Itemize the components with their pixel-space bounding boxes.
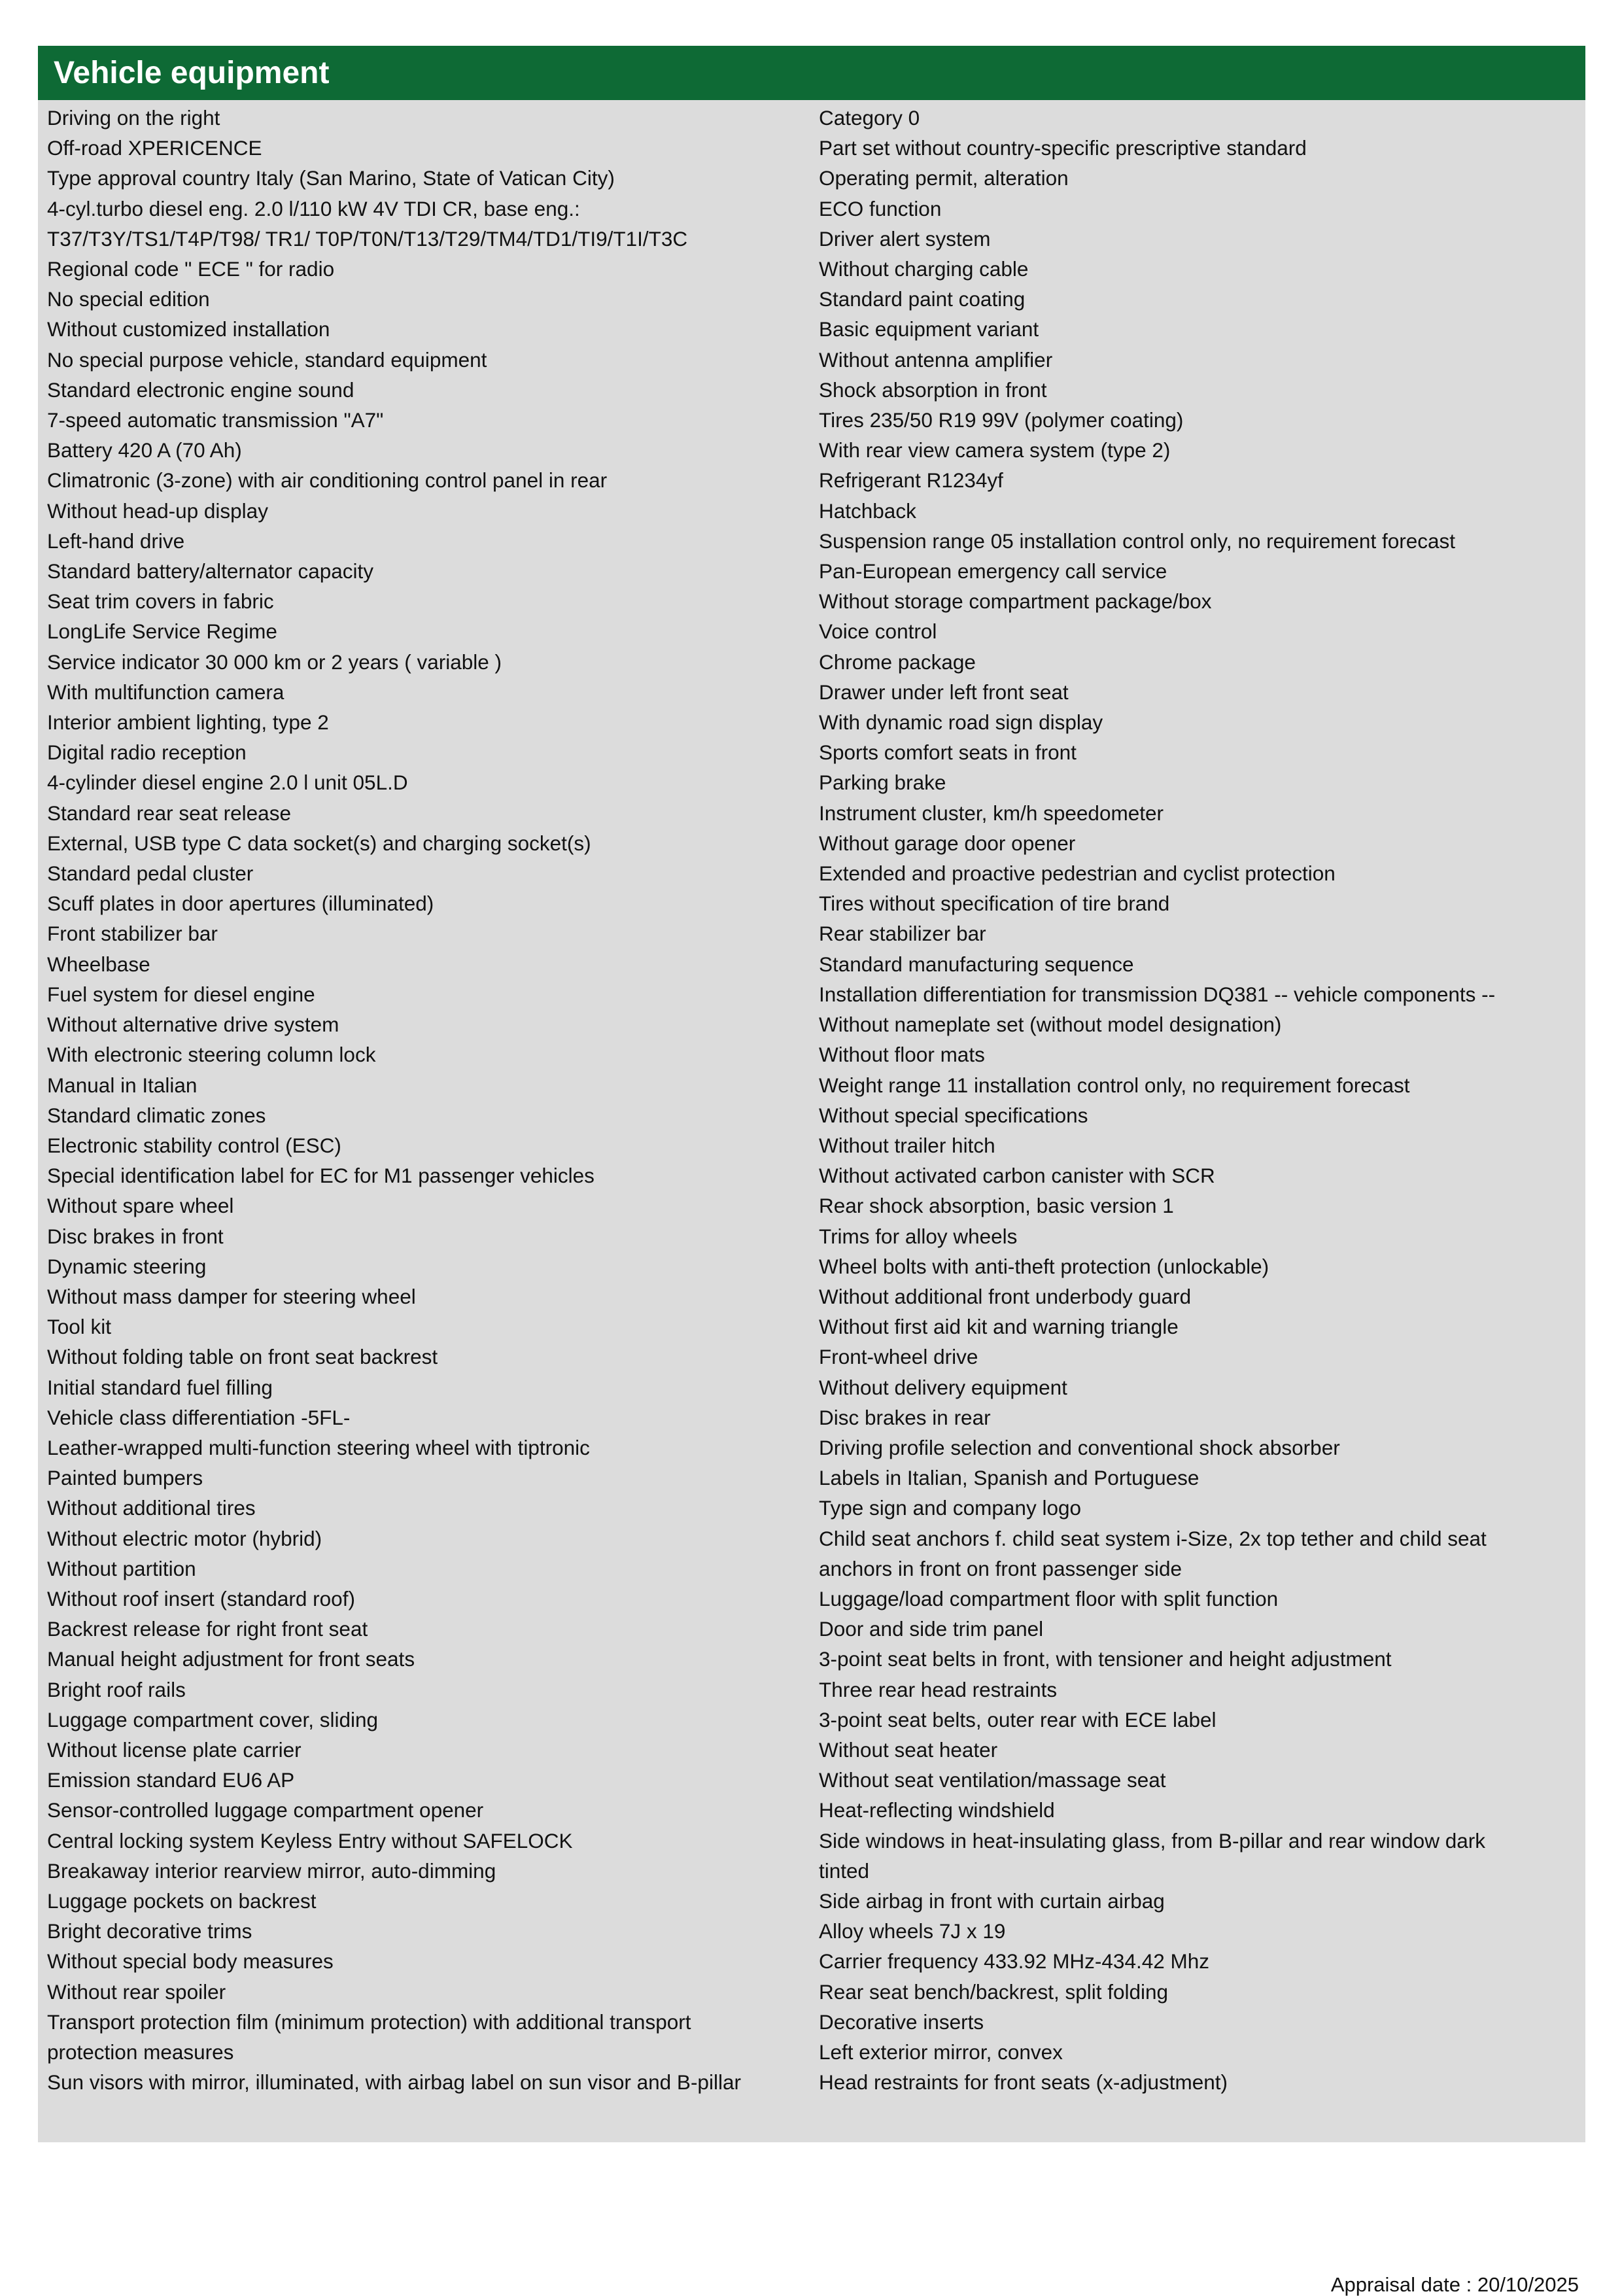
- vehicle-equipment-section: [38, 46, 1585, 2142]
- equipment-item: Without license plate carrier: [47, 1737, 302, 1762]
- equipment-item: Disc brakes in rear: [819, 1405, 991, 1429]
- equipment-item: Without first aid kit and warning triangle: [819, 1315, 1179, 1339]
- equipment-item: With rear view camera system (type 2): [819, 438, 1171, 462]
- equipment-item: Without special specifications: [819, 1103, 1088, 1127]
- equipment-item: Standard rear seat release: [47, 801, 291, 825]
- equipment-item: Weight range 11 installation control only, no requirement forecast: [819, 1073, 1410, 1097]
- equipment-item: External, USB type C data socket(s) and charging socket(s): [47, 831, 591, 855]
- equipment-item: Without trailer hitch: [819, 1133, 995, 1157]
- equipment-item: Installation differentiation for transmission DQ381 -- vehicle components --: [819, 982, 1496, 1006]
- equipment-item: Without partition: [47, 1556, 196, 1580]
- equipment-item: Standard climatic zones: [47, 1103, 266, 1127]
- equipment-item: Standard manufacturing sequence: [819, 952, 1134, 976]
- equipment-item: Head restraints for front seats (x-adjustment): [819, 2070, 1228, 2095]
- equipment-item: With dynamic road sign display: [819, 710, 1103, 735]
- equipment-item: Without delivery equipment: [819, 1375, 1067, 1399]
- equipment-item: Manual height adjustment for front seats: [47, 1647, 415, 1671]
- equipment-item: Chrome package: [819, 650, 976, 674]
- equipment-item: Without garage door opener: [819, 831, 1076, 855]
- equipment-item: Battery 420 A (70 Ah): [47, 438, 242, 462]
- equipment-item: Bright roof rails: [47, 1677, 186, 1701]
- equipment-item: With multifunction camera: [47, 680, 285, 704]
- equipment-item: Instrument cluster, km/h speedometer: [819, 801, 1164, 825]
- equipment-column-right: [811, 103, 1585, 2142]
- equipment-item: Standard paint coating: [819, 287, 1026, 311]
- equipment-item: Without charging cable: [819, 257, 1029, 281]
- equipment-item: Without additional front underbody guard: [819, 1284, 1192, 1308]
- equipment-item: Labels in Italian, Spanish and Portuguese: [819, 1466, 1199, 1490]
- equipment-item: No special edition: [47, 287, 210, 311]
- equipment-item: Decorative inserts: [819, 2009, 984, 2034]
- equipment-item: Without customized installation: [47, 317, 330, 341]
- equipment-item: Service indicator 30 000 km or 2 years ( variable ): [47, 650, 502, 674]
- equipment-item: Driving profile selection and conventional shock absorber: [819, 1435, 1340, 1459]
- equipment-item: Category 0: [819, 106, 920, 130]
- equipment-item: Without spare wheel: [47, 1194, 234, 1218]
- equipment-item: Off-road XPERICENCE: [47, 136, 262, 160]
- equipment-item: Without seat ventilation/massage seat: [819, 1768, 1166, 1792]
- equipment-item: Without additional tires: [47, 1496, 256, 1520]
- equipment-item: Without nameplate set (without model designation): [819, 1013, 1282, 1037]
- equipment-item: Emission standard EU6 AP: [47, 1768, 295, 1792]
- equipment-item: Standard battery/alternator capacity: [47, 559, 374, 583]
- equipment-item: Regional code " ECE " for radio: [47, 257, 335, 281]
- equipment-item: Without folding table on front seat backrest: [47, 1345, 438, 1369]
- equipment-item: Sensor-controlled luggage compartment opener: [47, 1798, 484, 1822]
- equipment-item: Digital radio reception: [47, 740, 247, 765]
- equipment-item: Breakaway interior rearview mirror, auto-dimming: [47, 1858, 496, 1883]
- equipment-item: Without rear spoiler: [47, 1979, 226, 2004]
- equipment-item: Seat trim covers in fabric: [47, 589, 274, 614]
- equipment-item: Heat-reflecting windshield: [819, 1798, 1055, 1822]
- equipment-item: 3-point seat belts in front, with tensioner and height adjustment: [819, 1647, 1392, 1671]
- equipment-item: Without head-up display: [47, 498, 268, 523]
- equipment-item: With electronic steering column lock: [47, 1043, 376, 1067]
- equipment-item: Without electric motor (hybrid): [47, 1526, 322, 1550]
- equipment-item: Door and side trim panel: [819, 1617, 1044, 1641]
- equipment-item: Painted bumpers: [47, 1466, 203, 1490]
- equipment-item: Without mass damper for steering wheel: [47, 1284, 416, 1308]
- equipment-item: Rear stabilizer bar: [819, 922, 986, 946]
- equipment-item: Wheel bolts with anti-theft protection (unlockable): [819, 1254, 1269, 1278]
- section-header: [38, 46, 1585, 100]
- equipment-item: Shock absorption in front: [819, 377, 1047, 402]
- equipment-item: Tool kit: [47, 1315, 112, 1339]
- equipment-item: Rear seat bench/backrest, split folding: [819, 1979, 1169, 2004]
- equipment-item: Vehicle class differentiation -5FL-: [47, 1405, 351, 1429]
- equipment-item: Driving on the right: [47, 106, 220, 130]
- equipment-item: Tires 235/50 R19 99V (polymer coating): [819, 408, 1184, 432]
- equipment-item: Standard electronic engine sound: [47, 377, 354, 402]
- equipment-item: 4-cyl.turbo diesel eng. 2.0 l/110 kW 4V TDI CR, base eng.: T37/T3Y/TS1/T4P/T98/ TR1/ T0P/T0N/T13/T29/TM4/TD1/TI9/T1I/T3C: [47, 196, 688, 251]
- equipment-item: Alloy wheels 7J x 19: [819, 1919, 1006, 1943]
- equipment-item: Without storage compartment package/box: [819, 589, 1212, 614]
- equipment-item: Side airbag in front with curtain airbag: [819, 1888, 1165, 1913]
- equipment-item: LongLife Service Regime: [47, 619, 277, 644]
- equipment-table: [38, 100, 1585, 2142]
- equipment-item: Sun visors with mirror, illuminated, with airbag label on sun visor and B-pillar: [47, 2070, 741, 2095]
- equipment-item: Three rear head restraints: [819, 1677, 1058, 1701]
- equipment-item: Basic equipment variant: [819, 317, 1039, 341]
- appraisal-date: Appraisal date : 20/10/2025: [1330, 2273, 1579, 2296]
- equipment-item: Carrier frequency 433.92 MHz-434.42 Mhz: [819, 1949, 1210, 1974]
- equipment-item: Backrest release for right front seat: [47, 1617, 368, 1641]
- equipment-item: Suspension range 05 installation control only, no requirement forecast: [819, 529, 1455, 553]
- equipment-item: Voice control: [819, 619, 937, 644]
- equipment-item: Without activated carbon canister with SCR: [819, 1164, 1215, 1188]
- equipment-column-left: [38, 103, 811, 2142]
- equipment-item: Initial standard fuel filling: [47, 1375, 273, 1399]
- equipment-item: Without seat heater: [819, 1737, 998, 1762]
- equipment-item: Left-hand drive: [47, 529, 185, 553]
- equipment-item: Hatchback: [819, 498, 916, 523]
- equipment-item: Transport protection film (minimum protection) with additional transport protection measures: [47, 2009, 691, 2064]
- equipment-item: Luggage pockets on backrest: [47, 1888, 317, 1913]
- equipment-item: Central locking system Keyless Entry without SAFELOCK: [47, 1828, 573, 1852]
- equipment-item: Drawer under left front seat: [819, 680, 1069, 704]
- equipment-item: 7-speed automatic transmission "A7": [47, 408, 384, 432]
- equipment-item: Luggage/load compartment floor with split function: [819, 1586, 1279, 1610]
- equipment-item: Leather-wrapped multi-function steering wheel with tiptronic: [47, 1435, 590, 1459]
- equipment-item: Sports comfort seats in front: [819, 740, 1077, 765]
- equipment-item: Bright decorative trims: [47, 1919, 252, 1943]
- equipment-item: Interior ambient lighting, type 2: [47, 710, 329, 735]
- equipment-item: Without alternative drive system: [47, 1013, 339, 1037]
- equipment-item: 4-cylinder diesel engine 2.0 l unit 05L.D: [47, 771, 408, 795]
- equipment-item: Electronic stability control (ESC): [47, 1133, 341, 1157]
- equipment-item: Climatronic (3-zone) with air conditioning control panel in rear: [47, 468, 608, 493]
- equipment-item: Wheelbase: [47, 952, 150, 976]
- equipment-item: Side windows in heat-insulating glass, from B-pillar and rear window dark tinted: [819, 1828, 1485, 1883]
- equipment-item: Driver alert system: [819, 226, 991, 251]
- equipment-item: Luggage compartment cover, sliding: [47, 1707, 379, 1731]
- equipment-item: Child seat anchors f. child seat system i-Size, 2x top tether and child seat anchors in front on front passenger side: [819, 1526, 1487, 1580]
- equipment-item: Disc brakes in front: [47, 1224, 224, 1248]
- equipment-item: Special identification label for EC for M1 passenger vehicles: [47, 1164, 595, 1188]
- equipment-item: Without floor mats: [819, 1043, 985, 1067]
- equipment-item: ECO function: [819, 196, 942, 220]
- section-title: Vehicle equipment: [54, 55, 330, 90]
- equipment-item: Pan-European emergency call service: [819, 559, 1167, 583]
- equipment-item: Left exterior mirror, convex: [819, 2040, 1063, 2064]
- equipment-item: Part set without country-specific prescriptive standard: [819, 136, 1307, 160]
- equipment-item: Refrigerant R1234yf: [819, 468, 1003, 493]
- equipment-item: Tires without specification of tire brand: [819, 892, 1170, 916]
- equipment-item: Fuel system for diesel engine: [47, 982, 315, 1006]
- equipment-item: Without antenna amplifier: [819, 347, 1053, 372]
- equipment-item: Trims for alloy wheels: [819, 1224, 1018, 1248]
- equipment-item: Type approval country Italy (San Marino, State of Vatican City): [47, 166, 615, 190]
- equipment-item: No special purpose vehicle, standard equipment: [47, 347, 487, 372]
- equipment-item: 3-point seat belts, outer rear with ECE label: [819, 1707, 1216, 1731]
- equipment-item: Without special body measures: [47, 1949, 334, 1974]
- equipment-item: Without roof insert (standard roof): [47, 1586, 355, 1610]
- equipment-item: Rear shock absorption, basic version 1: [819, 1194, 1174, 1218]
- equipment-item: Front stabilizer bar: [47, 922, 218, 946]
- equipment-item: Parking brake: [819, 771, 946, 795]
- equipment-item: Standard pedal cluster: [47, 861, 254, 886]
- equipment-item: Front-wheel drive: [819, 1345, 978, 1369]
- equipment-item: Dynamic steering: [47, 1254, 207, 1278]
- equipment-item: Extended and proactive pedestrian and cyclist protection: [819, 861, 1336, 886]
- equipment-item: Manual in Italian: [47, 1073, 198, 1097]
- equipment-item: Scuff plates in door apertures (illuminated): [47, 892, 434, 916]
- equipment-item: Operating permit, alteration: [819, 166, 1069, 190]
- equipment-item: Type sign and company logo: [819, 1496, 1082, 1520]
